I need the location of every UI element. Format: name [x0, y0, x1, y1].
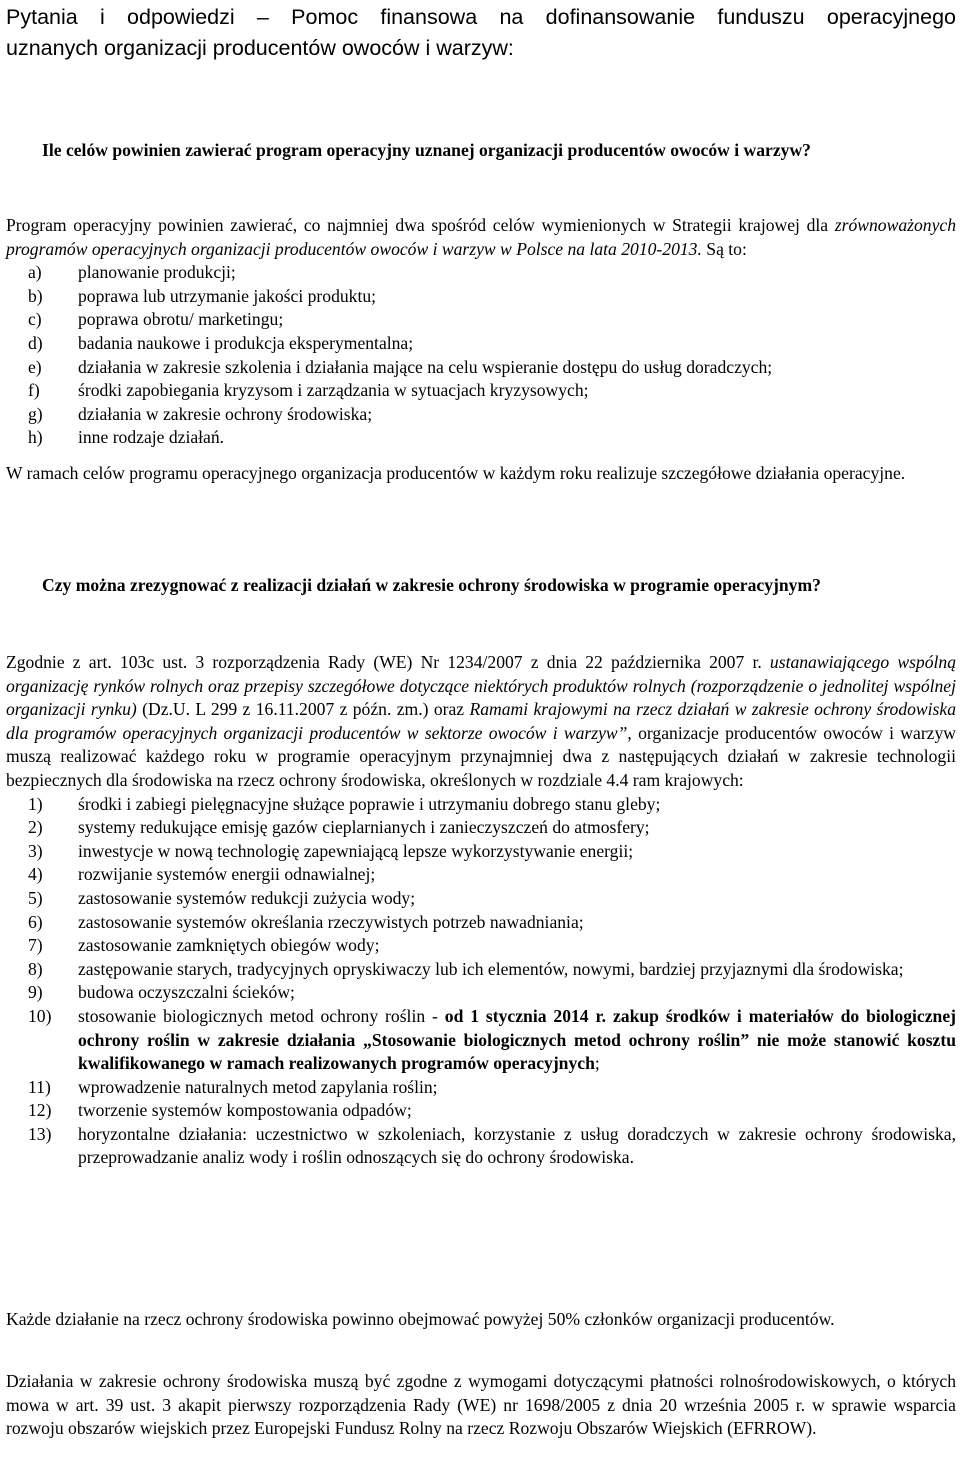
q2-members-paragraph: Każde działanie na rzecz ochrony środowiska powinno obejmować powyżej 50% członków organizacji producentów.	[6, 1309, 835, 1329]
q2-legal-basis: Zgodnie z art. 103c ust. 3 rozporządzenia Rady (WE) Nr 1234/2007 z dnia 22 października 2007 r. ustanawiającego wspólną organizację rynków rolnych oraz przepisy szczegółowe dotyczące niektórych produktów rolnych (rozporządzenie o jednolitej wspólnej organizacji rynku) (Dz.U. L 299 z 16.11.2007 z późn. zm.) oraz Ramami krajowymi na rzecz działań w zakresie ochrony środowiska dla programów operacyjnych organizacji producentów w sektorze owoców i warzyw”, organizacje producentów owoców i warzyw muszą realizować każdego roku w programie operacyjnym przynajmniej dwa z następujących działań w zakresie technologii bezpiecznych dla środowiska na rzecz ochrony środowiska, określonych w rozdziale 4.4 ram krajowych:	[6, 652, 957, 790]
list-item: c) poprawa obrotu/ marketingu;	[28, 309, 284, 330]
list-item: 3) inwestycje w nową technologię zapewniającą lepsze wykorzystywanie energii;	[28, 840, 634, 861]
list-item: 12) tworzenie systemów kompostowania odpadów;	[28, 1100, 412, 1121]
list-item: 5) zastosowanie systemów redukcji zużycia wody;	[28, 887, 416, 908]
list-item: b) poprawa lub utrzymanie jakości produktu;	[28, 285, 377, 306]
list-item: h) inne rodzaje działań.	[28, 427, 225, 448]
question-2-text: Czy można zrezygnować z realizacji działań w zakresie ochrony środowiska w programie operacyjnym?	[42, 575, 821, 595]
list-item: d) badania naukowe i produkcja eksperymentalna;	[28, 332, 414, 353]
question-2-number	[6, 574, 42, 598]
list-item: 2) systemy redukujące emisję gazów cieplarnianych i zanieczyszczeń do atmosfery;	[28, 817, 650, 838]
q1-intro: Program operacyjny powinien zawierać, co najmniej dwa spośród celów wymienionych w Strategii krajowej dla zrównoważonych programów operacyjnych organizacji producentów owoców i warzyw w Polsce na lata 2010-2013. Są to:	[6, 215, 956, 259]
list-item: a) planowanie produkcji;	[28, 262, 236, 283]
list-item: 7) zastosowanie zamkniętych obiegów wody;	[28, 935, 380, 956]
question-1-number	[6, 139, 42, 163]
title-line-2: uznanych organizacji producentów owoców i warzyw:	[6, 36, 514, 60]
list-item: 8) zastępowanie starych, tradycyjnych opryskiwaczy lub ich elementów, nowymi, bardziej przyjaznymi dla środowiska;	[28, 958, 904, 979]
question-1-text: Ile celów powinien zawierać program operacyjny uznanej organizacji producentów owoców i warzyw?	[42, 140, 811, 160]
list-item: 9) budowa oczyszczalni ścieków;	[28, 982, 295, 1003]
question-1-heading	[6, 139, 956, 163]
question-1-answer	[6, 214, 956, 486]
list-item: f) środki zapobiegania kryzysom i zarządzania w sytuacjach kryzysowych;	[28, 380, 589, 401]
list-item: 11) wprowadzenie naturalnych metod zapylania roślin;	[28, 1076, 438, 1097]
q1-goals-list	[6, 261, 956, 450]
question-2-heading	[6, 574, 956, 598]
document-title	[6, 2, 956, 64]
title-line-1: Pytania i odpowiedzi – Pomoc finansowa na dofinansowanie funduszu operacyjnego	[6, 5, 956, 29]
list-item: 4) rozwijanie systemów energii odnawialnej;	[28, 864, 376, 885]
list-item: 13) horyzontalne działania: uczestnictwo w szkoleniach, korzystanie z usług doradczych w zakresie ochrony środowiska, przeprowadzanie analiz wody i roślin odnoszących się do ochrony środowiska.	[28, 1123, 956, 1168]
list-item: 6) zastosowanie systemów określania rzeczywistych potrzeb nawadniania;	[28, 911, 584, 932]
q2-compliance-paragraph: Działania w zakresie ochrony środowiska muszą być zgodne z wymogami dotyczącymi płatności rolnośrodowiskowych, o których mowa w art. 39 ust. 3 akapit pierwszy rozporządzenia Rady (WE) nr 1698/2005 z dnia 20 września 2005 r. w sprawie wsparcia rozwoju obszarów wiejskich przez Europejski Fundusz Rolny na rzecz Rozwoju Obszarów Wiejskich (EFRROW).	[6, 1371, 956, 1439]
q1-closing: W ramach celów programu operacyjnego organizacja producentów w każdym roku realizuje szczegółowe działania operacyjne.	[6, 462, 906, 483]
list-item: g) działania w zakresie ochrony środowiska;	[28, 403, 373, 424]
q2-actions-list	[6, 793, 956, 1171]
question-2-answer	[6, 651, 956, 1170]
list-item: 1) środki i zabiegi pielęgnacyjne służące poprawie i utrzymaniu dobrego stanu gleby;	[28, 793, 661, 814]
list-item: e) działania w zakresie szkolenia i działania mające na celu wspieranie dostępu do usług doradczych;	[28, 356, 773, 377]
list-item: 10) stosowanie biologicznych metod ochrony roślin - od 1 stycznia 2014 r. zakup środków i materiałów do biologicznej ochrony roślin w zakresie działania „Stosowanie biologicznych metod ochrony roślin” nie może stanowić kosztu kwalifikowanego w ramach realizowanych programów operacyjnych;	[28, 1005, 956, 1074]
